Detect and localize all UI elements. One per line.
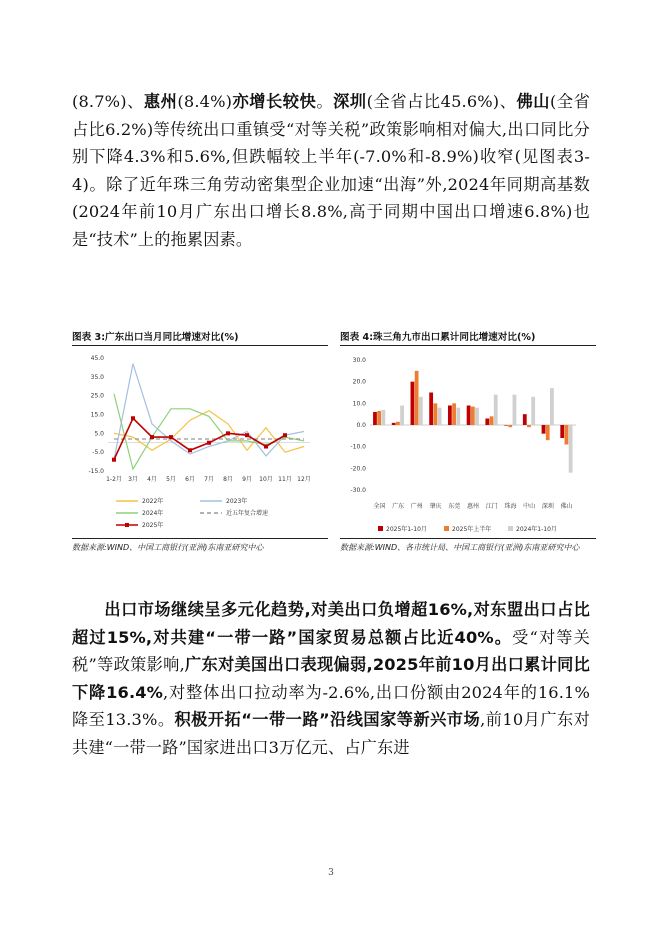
- figure-3-source: 数据来源:WIND、中国工商银行(亚洲)东南亚研究中心: [72, 538, 328, 554]
- body-paragraph-1: [72, 88, 590, 254]
- paragraph1-run: 佛山: [516, 92, 551, 111]
- bar: [400, 406, 404, 426]
- x-tick-label: 7月: [204, 476, 214, 483]
- bar: [392, 423, 396, 425]
- legend-label: 2022年: [142, 498, 164, 505]
- series-point: [112, 458, 116, 462]
- paragraph1-run: (全省占比45.6%)、: [366, 92, 517, 111]
- legend-label: 2024年1-10月: [516, 526, 557, 533]
- paragraph1-run: 惠州: [143, 92, 178, 111]
- figure-4-title: 图表 4:珠三角九市出口累计同比增速对比(%): [340, 329, 596, 346]
- series-point: [188, 448, 192, 452]
- x-tick-label: 珠海: [504, 503, 517, 510]
- figure-4-bar-chart: [340, 346, 596, 536]
- legend-swatch: [378, 526, 383, 531]
- x-tick-label: 肇庆: [429, 503, 442, 510]
- x-tick-label: 10月: [259, 476, 273, 483]
- bar: [560, 425, 564, 438]
- y-tick-label: 25.0: [90, 392, 104, 400]
- bar: [377, 411, 381, 425]
- bar: [485, 419, 489, 426]
- bar: [429, 393, 433, 426]
- body-paragraph-2: [72, 596, 590, 762]
- y-tick-label: 30.0: [352, 357, 366, 364]
- x-tick-label: 1-2月: [106, 476, 122, 483]
- y-tick-label: -30.0: [350, 487, 366, 494]
- series-line: [114, 394, 304, 469]
- bar: [456, 408, 460, 425]
- legend-label: 2025年上半年: [452, 526, 492, 533]
- bar: [546, 425, 550, 440]
- x-tick-label: 中山: [523, 503, 536, 510]
- legend-swatch: [444, 526, 449, 531]
- legend-label: 2025年1-10月: [386, 526, 427, 533]
- x-tick-label: 8月: [223, 476, 233, 483]
- x-tick-label: 6月: [185, 476, 195, 483]
- x-tick-label: 深圳: [541, 503, 554, 510]
- figure-4: [340, 329, 596, 552]
- x-tick-label: 广州: [410, 503, 423, 510]
- y-tick-label: -20.0: [350, 465, 366, 473]
- bar: [490, 416, 494, 425]
- x-tick-label: 11月: [278, 476, 292, 483]
- paragraph2-run: ,前10月广东对共建“一带一路”国家进出口3万亿元、占广东进: [72, 710, 590, 757]
- page-number: 3: [328, 868, 334, 878]
- y-tick-label: 0.0: [356, 422, 366, 429]
- bar: [504, 425, 508, 426]
- paragraph1-run: (8.7%)、: [72, 92, 144, 111]
- bar: [448, 406, 452, 426]
- bar: [419, 397, 423, 425]
- paragraph1-run: (全省占比6.2%)等传统出口重镇受“对等关税”政策影响相对偏大,出口同比分别下降4.3%和5.6%,但跌幅较上半年(-7.0%和-8.9%)收窄(见图表3-4)。除了近年珠三角劳动密集型企业加速“出海”外,2024年同期高基数(2024年前10月广东出口增长8.8%,高于同期中国出口增速6.8%)也是“技术”上的拖累因素。: [72, 92, 591, 249]
- x-tick-label: 佛山: [560, 503, 573, 510]
- bar: [475, 408, 479, 425]
- y-tick-label: -5.0: [92, 449, 104, 457]
- series-point: [245, 433, 249, 437]
- legend-label: 2023年: [226, 498, 248, 505]
- paragraph1-run: 深圳: [333, 92, 367, 111]
- bar: [550, 388, 554, 425]
- bar: [452, 403, 456, 425]
- x-tick-label: 4月: [147, 476, 157, 483]
- figure-3-title: 图表 3:广东出口当月同比增速对比(%): [72, 329, 328, 346]
- bar: [494, 395, 498, 425]
- x-tick-label: 全国: [373, 503, 386, 510]
- figure-3: [72, 329, 328, 552]
- y-tick-label: -10.0: [350, 443, 366, 451]
- bar: [381, 410, 385, 425]
- series-point: [169, 435, 173, 439]
- bar: [415, 371, 419, 425]
- bar: [523, 414, 527, 425]
- bar: [569, 425, 573, 473]
- series-point: [264, 445, 268, 449]
- bar: [565, 425, 569, 445]
- paragraph1-run: 亦增长较快: [232, 92, 317, 111]
- series-point: [207, 441, 211, 445]
- series-point: [131, 416, 135, 420]
- paragraph2-run: ,对整体出口拉动率为-2.6%,出口份额由2024年的16.1%降至13.3%。: [72, 682, 590, 730]
- series-point: [226, 431, 230, 435]
- legend-label: 2024年: [142, 510, 164, 517]
- bar: [411, 382, 415, 425]
- series-point: [150, 435, 154, 439]
- paragraph2-run: 积极开拓“一带一路”沿线国家等新兴市场: [174, 710, 481, 730]
- y-tick-label: -15.0: [88, 468, 104, 475]
- x-tick-label: 5月: [166, 476, 176, 483]
- x-tick-label: 9月: [242, 476, 252, 483]
- paragraph1-run: 。: [316, 92, 334, 111]
- y-tick-label: 35.0: [90, 373, 104, 381]
- paragraph1-run: (8.4%): [177, 92, 233, 111]
- x-tick-label: 广东: [392, 503, 405, 510]
- y-tick-label: 15.0: [90, 411, 104, 419]
- legend-label: 近五年复合增速: [226, 510, 269, 517]
- bar: [513, 395, 517, 425]
- bar: [527, 425, 531, 427]
- series-line: [114, 364, 304, 460]
- legend-marker: [125, 523, 129, 527]
- y-tick-label: 20.0: [352, 378, 366, 386]
- bar: [433, 403, 437, 425]
- bar: [467, 406, 471, 426]
- figure-4-source: 数据来源:WIND、各市统计局、中国工商银行(亚洲)东南亚研究中心: [340, 538, 596, 554]
- x-tick-label: 江门: [485, 503, 498, 510]
- paragraph2-run: 出口市场继续呈多元化趋势,对美出口负增超16%,对东盟出口占比超过15%,对共建“一带一路”国家贸易总额占比近40%。: [72, 600, 590, 647]
- y-tick-label: 10.0: [352, 400, 366, 408]
- bar: [396, 422, 400, 425]
- y-tick-label: 5.0: [94, 430, 104, 438]
- figure-3-line-chart: [72, 346, 328, 536]
- legend-label: 2025年: [142, 522, 164, 529]
- x-tick-label: 东莞: [448, 503, 461, 510]
- bar: [508, 425, 512, 427]
- bar: [542, 425, 546, 434]
- bar: [531, 397, 535, 425]
- legend-swatch: [508, 526, 513, 531]
- bar: [438, 408, 442, 425]
- y-tick-label: 45.0: [90, 355, 104, 362]
- x-tick-label: 惠州: [466, 503, 480, 510]
- bar: [471, 407, 475, 425]
- paragraph2-run: 受“对等关税”等政策影响,: [72, 627, 590, 675]
- paragraph2-run: 广东对美国出口表现偏弱,2025年前10月出口累计同比下降16.4%: [72, 655, 590, 702]
- bar: [373, 412, 377, 425]
- x-tick-label: 12月: [297, 476, 311, 483]
- series-point: [283, 433, 287, 437]
- x-tick-label: 3月: [128, 476, 138, 483]
